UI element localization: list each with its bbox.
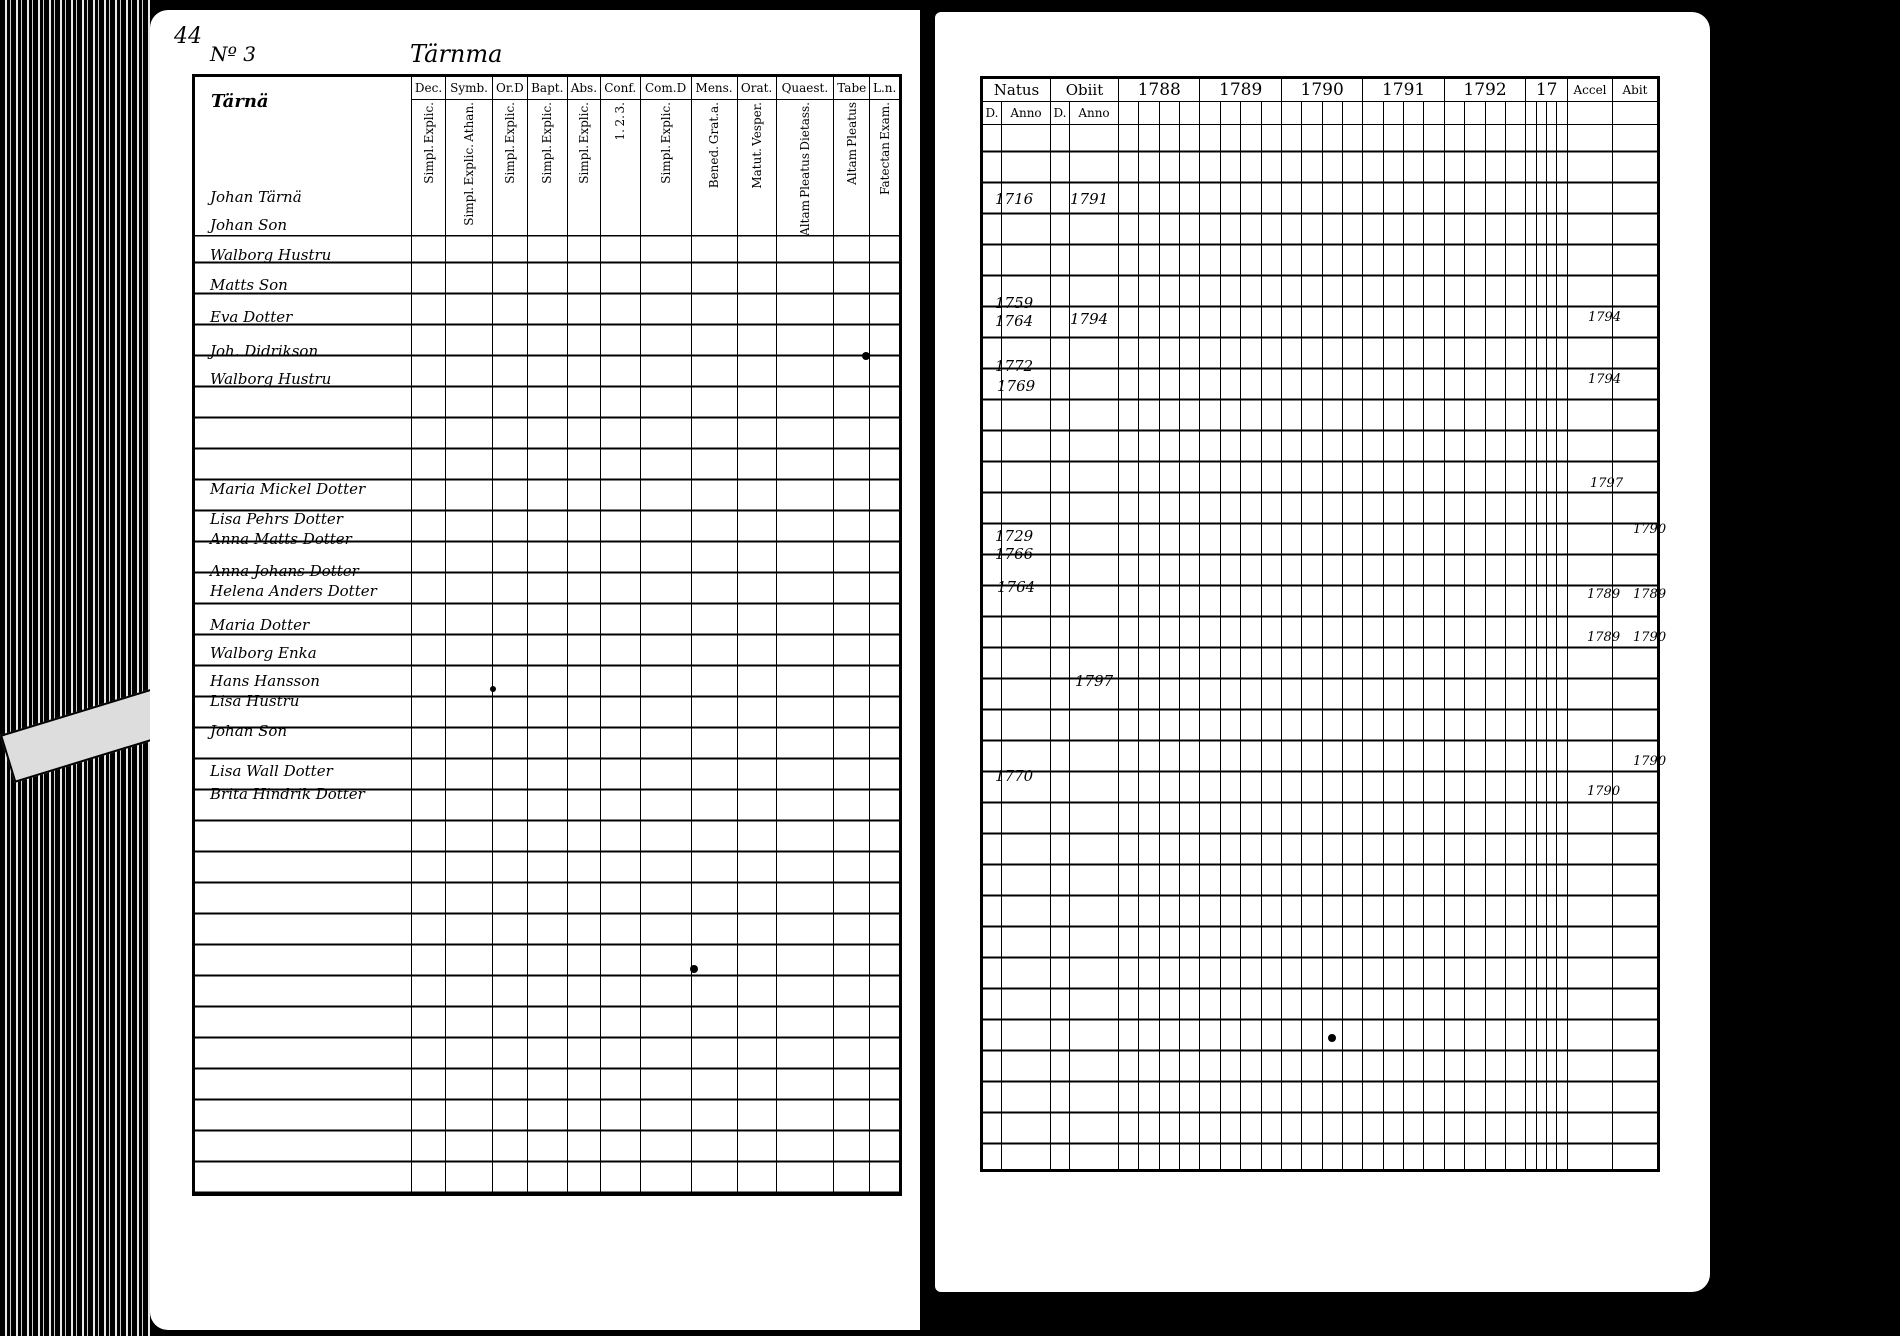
year-header: 17 (1526, 78, 1568, 102)
person-name: Lisa Hustru (210, 692, 300, 710)
person-name: Maria Dotter (210, 616, 310, 634)
ink-dot (1328, 1034, 1336, 1042)
birth-year: 1769 (997, 377, 1036, 395)
year-header: 1791 (1363, 78, 1444, 102)
sub-header: D. (982, 102, 1002, 125)
right-ledger-table (980, 76, 1660, 1172)
page-number: 44 (174, 24, 202, 49)
sub-header: Explic. Simpl. (527, 100, 567, 236)
birth-year: 1770 (995, 767, 1034, 785)
left-ledger-table (192, 74, 902, 1196)
sub-header: Explic. Simpl. (493, 100, 528, 236)
death-year: 1797 (1075, 672, 1114, 690)
col-header: Abs. (567, 76, 600, 100)
sub-header: Anno (1070, 102, 1119, 125)
col-header-natus: Natus (982, 78, 1051, 102)
person-name: Anna Matts Dotter (210, 530, 352, 548)
accel-year: 1790 (1587, 784, 1621, 799)
abit-year: 1790 (1633, 754, 1667, 769)
person-name: Walborg Hustru (210, 246, 332, 264)
ink-dot (690, 965, 698, 973)
sub-header: Exam. Fatectan (870, 100, 901, 236)
birth-year: 1759 (995, 294, 1034, 312)
birth-year: 1716 (995, 190, 1034, 208)
col-header-accel: Accel (1568, 78, 1613, 102)
person-name: Helena Anders Dotter (210, 582, 377, 600)
person-name: Joh. Didrikson (210, 342, 319, 360)
right-page (935, 12, 1710, 1292)
accel-year: 1797 (1590, 476, 1624, 491)
sub-header: Pleatus Altam (834, 100, 870, 236)
left-page (150, 10, 930, 1330)
accel-year: 1789 (1587, 587, 1621, 602)
abit-year: 1789 (1633, 587, 1667, 602)
person-name: Lisa Wall Dotter (210, 762, 333, 780)
sub-header: 3. 2. 1. (600, 100, 640, 236)
birth-year: 1766 (995, 545, 1034, 563)
col-header: Symb. (446, 76, 493, 100)
sub-header: Anno (1002, 102, 1051, 125)
year-header: 1788 (1119, 78, 1200, 102)
abit-year: 1790 (1633, 630, 1667, 645)
ink-dot (862, 352, 870, 360)
person-name: Walborg Enka (210, 644, 317, 662)
sub-header: Explic. Simpl. (412, 100, 446, 236)
person-name: Maria Mickel Dotter (210, 480, 366, 498)
sub-header: D. (1051, 102, 1070, 125)
col-header: Conf. (600, 76, 640, 100)
person-name: Johan Tärnä (210, 188, 302, 206)
person-name: Anna Johans Dotter (210, 562, 359, 580)
name-column-header: Tärnä (194, 76, 412, 236)
person-name: Hans Hansson (210, 672, 320, 690)
abit-year: 1790 (1633, 522, 1667, 537)
year-header: 1792 (1444, 78, 1525, 102)
accel-year: 1794 (1588, 310, 1622, 325)
sub-header: Explic. Simpl. (567, 100, 600, 236)
col-header: Com.D (640, 76, 691, 100)
col-header: Orat. (737, 76, 776, 100)
person-name: Matts Son (210, 276, 288, 294)
person-name: Eva Dotter (210, 308, 293, 326)
col-header: L.n. (870, 76, 901, 100)
birth-year: 1729 (995, 527, 1034, 545)
sub-header: Vesper. Matut. (737, 100, 776, 236)
col-header: Mens. (691, 76, 737, 100)
birth-year: 1772 (995, 357, 1034, 375)
col-header: Dec. (412, 76, 446, 100)
person-name: Brita Hindrik Dotter (210, 785, 365, 803)
col-header: Bapt. (527, 76, 567, 100)
death-year: 1794 (1070, 310, 1109, 328)
year-header: 1789 (1200, 78, 1281, 102)
person-name: Johan Son (210, 722, 288, 740)
col-header: Quaest. (776, 76, 833, 100)
sub-header: Grat.a. Bened. (691, 100, 737, 236)
person-name: Walborg Hustru (210, 370, 332, 388)
ink-dot (490, 686, 496, 692)
accel-year: 1789 (1587, 630, 1621, 645)
sub-header: Explic. Simpl. (640, 100, 691, 236)
birth-year: 1764 (995, 312, 1034, 330)
person-name: Lisa Pehrs Dotter (210, 510, 343, 528)
sub-header: Athan. Explic. Simpl. (446, 100, 493, 236)
death-year: 1791 (1070, 190, 1109, 208)
accel-year: 1794 (1588, 372, 1622, 387)
village-title: Tärnma (410, 40, 503, 68)
person-name: Johan Son (210, 216, 288, 234)
sub-header: Dietass. Pleatus Altam (776, 100, 833, 236)
header-scribble: Nº 3 (210, 42, 256, 66)
col-header: Or.D (493, 76, 528, 100)
col-header-abit: Abit (1613, 78, 1659, 102)
col-header-obiit: Obiit (1051, 78, 1119, 102)
year-header: 1790 (1281, 78, 1362, 102)
birth-year: 1764 (997, 578, 1036, 596)
book-page-edges (0, 0, 150, 1336)
col-header: Tabe (834, 76, 870, 100)
